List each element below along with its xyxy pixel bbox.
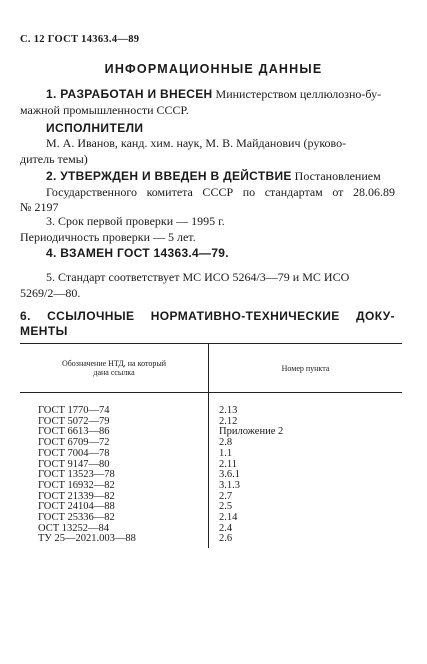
cell-clause: 2.5: [219, 501, 233, 513]
item-2-text: Постановлением: [294, 169, 381, 183]
item-3: [20, 214, 395, 245]
cell-clause: 2.8: [219, 437, 233, 449]
col-header-document-line-1: Обозначение НТД, на который: [61, 359, 167, 368]
item-4-text: 4. ВЗАМЕН ГОСТ 14363.4—79.: [46, 246, 229, 260]
item-5-line-2: 5269/2—80.: [20, 285, 81, 300]
cell-clause: 1.1: [219, 447, 233, 459]
cell-document: ГОСТ 13523—78: [20, 470, 209, 481]
cell-document: ГОСТ 21339—82: [20, 492, 209, 503]
col-header-clause: Номер пункта: [209, 344, 403, 393]
cell-clause: 2.12: [219, 415, 238, 427]
item-4: [20, 246, 395, 262]
cell-document: ГОСТ 6613—86: [20, 427, 209, 438]
table-row: [20, 393, 402, 417]
item-6-heading: [20, 309, 395, 339]
item-2: [20, 169, 395, 216]
cell-clause: 2.13: [219, 405, 238, 416]
item-2-text-line3: № 2197: [20, 200, 59, 214]
table-row: [20, 534, 402, 548]
cell-document: ГОСТ 1770—74: [20, 393, 209, 417]
item-2-text-line2: Государственного комитета СССР по стандартам от 28.06.89: [46, 184, 395, 199]
table-header-row: [20, 344, 402, 393]
cell-document: ГОСТ 24104—88: [20, 502, 209, 513]
item-3-line-1: 3. Срок первой проверки — 1995 г.: [46, 214, 225, 228]
item-6-line-2: МЕНТЫ: [20, 324, 68, 338]
cell-clause: 3.1.3: [219, 479, 240, 491]
reference-table: [20, 343, 402, 548]
cell-document: ГОСТ 7004—78: [20, 449, 209, 460]
cell-document: ГОСТ 25336—82: [20, 513, 209, 524]
item-1: [20, 87, 395, 118]
cell-clause: 2.4: [219, 522, 233, 534]
table-row: [20, 449, 402, 460]
cell-clause: 2.7: [219, 490, 233, 502]
item-5-line-1: 5. Стандарт соответствует МС ИСО 5264/3—79 и МС ИСО: [46, 270, 350, 284]
executors-line-1: М. А. Иванов, канд. хим. наук, М. В. Майданович (руково-: [46, 136, 347, 150]
executors-line-2: дитель темы): [20, 151, 88, 166]
item-1-text-line2: мажной промышленности СССР.: [20, 102, 189, 117]
cell-clause: 2.14: [219, 512, 238, 524]
item-5: [20, 270, 395, 301]
item-6-line-1: 6. ССЫЛОЧНЫЕ НОРМАТИВНО-ТЕХНИЧЕСКИЕ ДОКУ-: [20, 309, 395, 323]
item-2-heading: 2. УТВЕРЖДЕН И ВВЕДЕН В ДЕЙСТВИЕ: [46, 169, 292, 183]
item-1-heading: 1. РАЗРАБОТАН И ВНЕСЕН: [46, 87, 213, 101]
table-body: [20, 393, 402, 549]
col-header-document-line-2: дана ссылка: [93, 368, 135, 377]
cell-clause: Приложение 2: [219, 426, 284, 438]
cell-document: ТУ 25—2021.003—88: [20, 534, 209, 548]
cell-clause: 2.11: [219, 458, 237, 470]
cell-document: ГОСТ 6709—72: [20, 438, 209, 449]
executors-heading: ИСПОЛНИТЕЛИ: [46, 121, 144, 135]
cell-clause: 2.6: [219, 533, 233, 545]
col-header-document: [20, 344, 209, 393]
executors-text: [20, 136, 395, 167]
item-3-line-2: Периодичность проверки — 5 лет.: [20, 229, 196, 244]
cell-document: ГОСТ 5072—79: [20, 417, 209, 428]
cell-document: ОСТ 13252—84: [20, 524, 209, 535]
page-header: С. 12 ГОСТ 14363.4—89: [20, 34, 140, 45]
cell-document: ГОСТ 16932—82: [20, 481, 209, 492]
cell-document: ГОСТ 9147—80: [20, 460, 209, 471]
cell-clause: 3.6.1: [219, 469, 240, 481]
item-1-text: Министерством целлюлозно-бу-: [215, 87, 382, 101]
document-title: ИНФОРМАЦИОННЫЕ ДАННЫЕ: [104, 62, 323, 76]
